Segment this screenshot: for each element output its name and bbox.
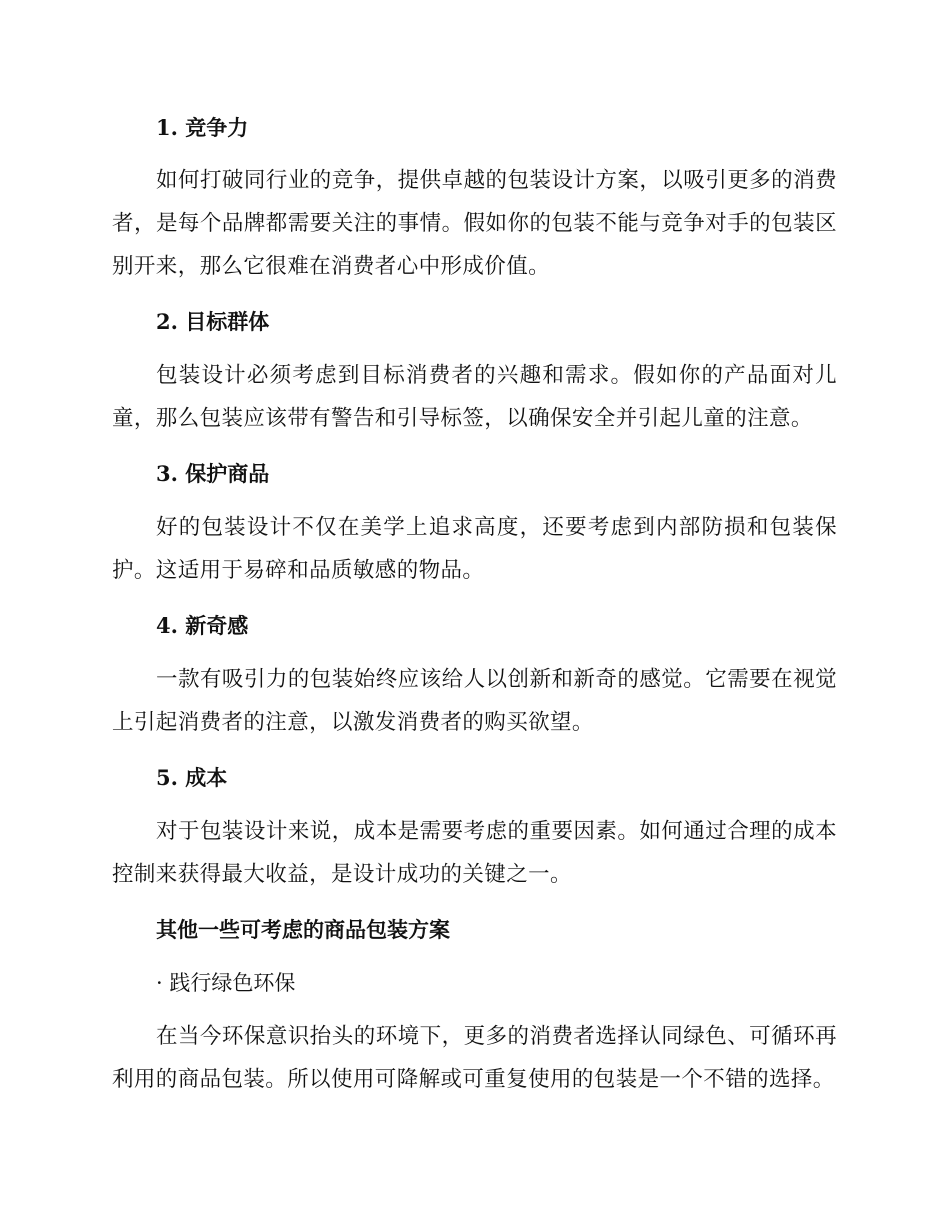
section-heading-target-group: 2. 目标群体 bbox=[156, 309, 270, 334]
section-body-protect-goods: 好的包装设计不仅在美学上追求高度，还要考虑到内部防损和包装保护。这适用于易碎和品质敏感的物品。 bbox=[112, 515, 837, 583]
section-heading-novelty: 4. 新奇感 bbox=[156, 613, 249, 638]
bullet-green-environmental: · 践行绿色环保 bbox=[156, 971, 296, 995]
section-heading-competitiveness: 1. 竞争力 bbox=[156, 115, 249, 140]
section-heading-cost: 5. 成本 bbox=[156, 765, 228, 790]
section-body-cost: 对于包装设计来说，成本是需要考虑的重要因素。如何通过合理的成本控制来获得最大收益，是设计成功的关键之一。 bbox=[112, 819, 837, 887]
section-body-competitiveness: 如何打破同行业的竞争，提供卓越的包装设计方案，以吸引更多的消费者，是每个品牌都需要关注的事情。假如你的包装不能与竞争对手的包装区别开来，那么它很难在消费者心中形成价值。 bbox=[112, 168, 837, 279]
green-environmental-body: 在当今环保意识抬头的环境下，更多的消费者选择认同绿色、可循环再利用的商品包装。所以使用可降解或可重复使用的包装是一个不错的选择。 bbox=[112, 1024, 837, 1092]
other-options-heading: 其他一些可考虑的商品包装方案 bbox=[156, 917, 450, 942]
section-body-target-group: 包装设计必须考虑到目标消费者的兴趣和需求。假如你的产品面对儿童，那么包装应该带有警告和引导标签，以确保安全并引起儿童的注意。 bbox=[112, 363, 837, 431]
section-body-novelty: 一款有吸引力的包装始终应该给人以创新和新奇的感觉。它需要在视觉上引起消费者的注意，以激发消费者的购买欲望。 bbox=[112, 667, 837, 735]
section-heading-protect-goods: 3. 保护商品 bbox=[156, 461, 270, 486]
